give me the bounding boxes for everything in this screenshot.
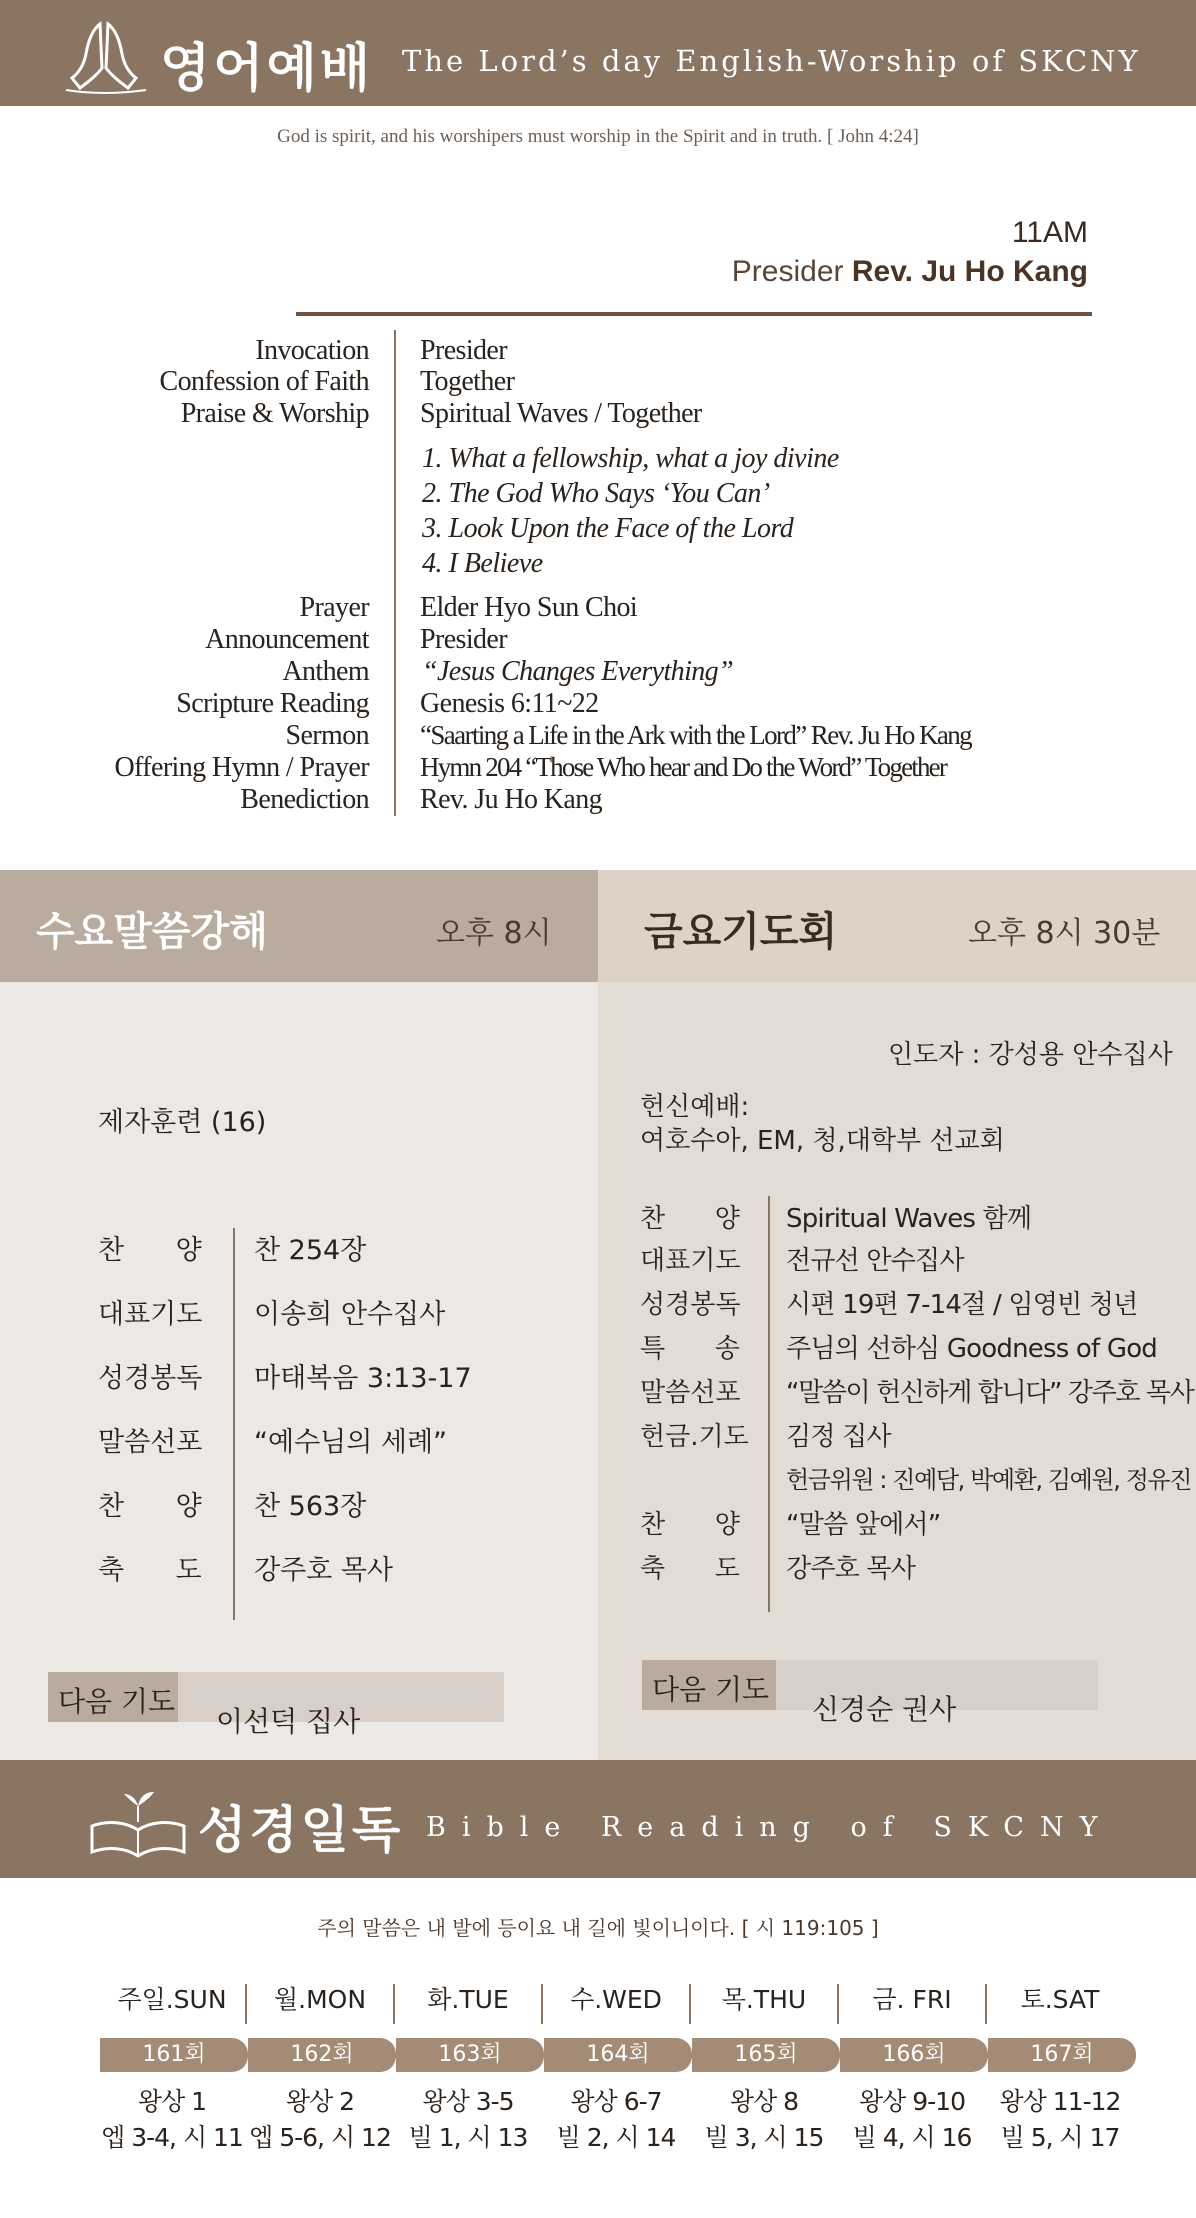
day-separator (837, 1984, 839, 2024)
reading-line-2: 빌 3, 시 15 (704, 2123, 824, 2152)
order-label: Benediction (240, 784, 369, 815)
reading-count-badge: 161회 (100, 2038, 248, 2072)
reading-line-1: 왕상 3-5 (422, 2087, 514, 2116)
wednesday-label: 말씀선포 (98, 1427, 203, 1458)
day-label: 월.MON (273, 1985, 367, 2014)
psalm-verse: 주의 말씀은 내 발에 등이요 내 길에 빛이니이다. [ 시 119:105 ] (317, 1916, 879, 1940)
wednesday-next-label: 다음 기도 (58, 1685, 176, 1718)
reading-line-2: 빌 5, 시 17 (1000, 2123, 1120, 2152)
order-value: Presider (420, 624, 507, 655)
reading-count-badge: 166회 (840, 2038, 988, 2072)
friday-title: 금요기도회 (644, 909, 838, 955)
reading-line-2: 빌 4, 시 16 (852, 2123, 972, 2152)
order-label: Confession of Faith (159, 366, 369, 397)
friday-label: 찬 양 (640, 1204, 740, 1234)
friday-dedication-detail: 여호수아, EM, 청,대학부 선교회 (640, 1126, 1005, 1156)
john-verse: God is spirit, and his worshipers must worship in the Spirit and in truth. [ John 4:24] (277, 126, 919, 147)
wednesday-time: 오후 8시 (436, 916, 552, 951)
wednesday-value: 마태복음 3:13-17 (254, 1363, 472, 1394)
day-label: 수.WED (570, 1985, 662, 2014)
day-label: 토.SAT (1020, 1985, 1100, 2014)
order-label: Offering Hymn / Prayer (114, 752, 369, 783)
wednesday-label: 축 도 (98, 1555, 202, 1586)
day-separator (541, 1984, 543, 2024)
reading-line-2: 엡 5-6, 시 12 (249, 2123, 391, 2152)
friday-leader: 인도자 : 강성용 안수집사 (888, 1040, 1173, 1070)
friday-value: 주님의 선하심 Goodness of God (786, 1334, 1158, 1364)
friday-next-label: 다음 기도 (652, 1673, 770, 1706)
friday-value: 강주호 목사 (786, 1554, 916, 1584)
wednesday-label: 성경봉독 (98, 1363, 203, 1394)
day-separator (689, 1984, 691, 2024)
order-value: Spiritual Waves / Together (420, 398, 702, 429)
friday-value: 김정 집사 (786, 1422, 891, 1452)
order-label: Prayer (299, 592, 369, 623)
friday-next-name: 신경순 권사 (812, 1693, 957, 1726)
reading-count-badge: 162회 (248, 2038, 396, 2072)
reading-line-1: 왕상 1 (137, 2087, 207, 2116)
wednesday-divider (233, 1228, 235, 1620)
day-label: 목.THU (721, 1985, 807, 2014)
bible-reading-band (0, 1760, 1196, 1878)
friday-next-label-box (642, 1660, 776, 1710)
reading-count-badge: 164회 (544, 2038, 692, 2072)
wednesday-next-name: 이선덕 집사 (216, 1705, 361, 1738)
service-time: 11AM (1011, 216, 1088, 249)
song-item: 1. What a fellowship, what a joy divine (422, 443, 839, 474)
order-value: “Saarting a Life in the Ark with the Lord” Rev. Ju Ho Kang (420, 720, 972, 750)
praying-hands-icon (62, 16, 148, 96)
friday-label: 축 도 (640, 1554, 740, 1584)
wednesday-value: “예수님의 세례” (254, 1427, 448, 1458)
header-band (0, 0, 1196, 106)
wednesday-value: 찬 563장 (254, 1491, 367, 1522)
reading-line-1: 왕상 8 (729, 2087, 799, 2116)
reading-line-2: 빌 2, 시 14 (556, 2123, 676, 2152)
friday-label: 성경봉독 (640, 1290, 741, 1320)
wednesday-subtitle: 제자훈련 (16) (98, 1107, 267, 1138)
bible-title-korean: 성경일독 (198, 1801, 404, 1859)
friday-divider (768, 1196, 770, 1612)
order-divider (394, 330, 396, 816)
friday-value: 전규선 안수집사 (786, 1246, 964, 1276)
order-label: Announcement (205, 624, 369, 655)
friday-label: 말씀선포 (640, 1378, 741, 1408)
header-divider (296, 312, 1092, 316)
order-label: Scripture Reading (176, 688, 369, 719)
presider-line (732, 255, 1088, 289)
reading-count-badge: 163회 (396, 2038, 544, 2072)
wednesday-next-label-box (48, 1672, 178, 1722)
wednesday-value: 강주호 목사 (254, 1555, 393, 1586)
wednesday-title: 수요말씀강해 (36, 909, 268, 955)
reading-count-badge: 167회 (988, 2038, 1136, 2072)
day-separator (985, 1984, 987, 2024)
day-separator (393, 1984, 395, 2024)
wednesday-header (0, 870, 598, 982)
order-value: Presider (420, 335, 507, 366)
friday-time: 오후 8시 30분 (968, 916, 1161, 951)
header-title-korean: 영어예배 (160, 39, 373, 99)
order-value: Rev. Ju Ho Kang (420, 784, 603, 815)
song-item: 3. Look Upon the Face of the Lord (422, 513, 794, 544)
friday-header (598, 870, 1196, 982)
friday-label: 대표기도 (640, 1246, 741, 1276)
reading-line-2: 엡 3-4, 시 11 (101, 2123, 243, 2152)
friday-value: “말씀 앞에서” (786, 1510, 941, 1540)
reading-line-1: 왕상 11-12 (999, 2087, 1121, 2116)
song-item: 4. I Believe (422, 548, 543, 579)
friday-dedication-title: 헌신예배: (640, 1092, 750, 1122)
order-label: Sermon (285, 720, 369, 751)
friday-value: Spiritual Waves 함께 (786, 1204, 1032, 1234)
wednesday-value: 이송희 안수집사 (254, 1299, 446, 1330)
order-label: Praise & Worship (180, 398, 369, 429)
order-label: Anthem (282, 656, 369, 687)
wednesday-label: 찬 양 (98, 1491, 202, 1522)
presider-label: Presider (731, 255, 844, 288)
day-label: 금. FRI (872, 1985, 952, 2014)
wednesday-label: 대표기도 (98, 1299, 203, 1330)
wednesday-value: 찬 254장 (254, 1235, 367, 1266)
friday-value: “말씀이 헌신하게 합니다” 강주호 목사 (786, 1378, 1194, 1408)
header-title-english: The Lord’s day English-Worship of SKCNY (402, 44, 1141, 78)
day-label: 주일.SUN (117, 1985, 227, 2014)
friday-label: 찬 양 (640, 1510, 740, 1540)
reading-count-badge: 165회 (692, 2038, 840, 2072)
order-value: Together (420, 366, 515, 397)
song-item: 2. The God Who Says ‘You Can’ (422, 478, 770, 509)
bible-title-english: Bible Reading of SKCNY (426, 1812, 1114, 1843)
presider-name: Rev. Ju Ho Kang (851, 255, 1088, 288)
friday-value: 시편 19편 7-14절 / 임영빈 청년 (786, 1290, 1138, 1320)
day-separator (245, 1984, 247, 2024)
order-value: Genesis 6:11~22 (420, 688, 599, 719)
reading-line-1: 왕상 6-7 (570, 2087, 662, 2116)
reading-line-1: 왕상 9-10 (859, 2087, 965, 2116)
reading-line-1: 왕상 2 (285, 2087, 355, 2116)
friday-label: 헌금.기도 (640, 1422, 749, 1452)
day-label: 화.TUE (427, 1985, 509, 2014)
reading-line-2: 빌 1, 시 13 (408, 2123, 528, 2152)
order-value: Elder Hyo Sun Choi (420, 592, 638, 623)
friday-offering-committee: 헌금위원 : 진예담, 박예환, 김예원, 정유진 (786, 1466, 1192, 1494)
order-value: Hymn 204 “Those Who hear and Do the Word” Together (420, 752, 947, 782)
open-bible-sprout-icon (86, 1788, 190, 1860)
wednesday-label: 찬 양 (98, 1235, 202, 1266)
friday-label: 특 송 (640, 1334, 740, 1364)
order-value: “Jesus Changes Everything” (422, 656, 734, 687)
order-label: Invocation (255, 335, 369, 366)
